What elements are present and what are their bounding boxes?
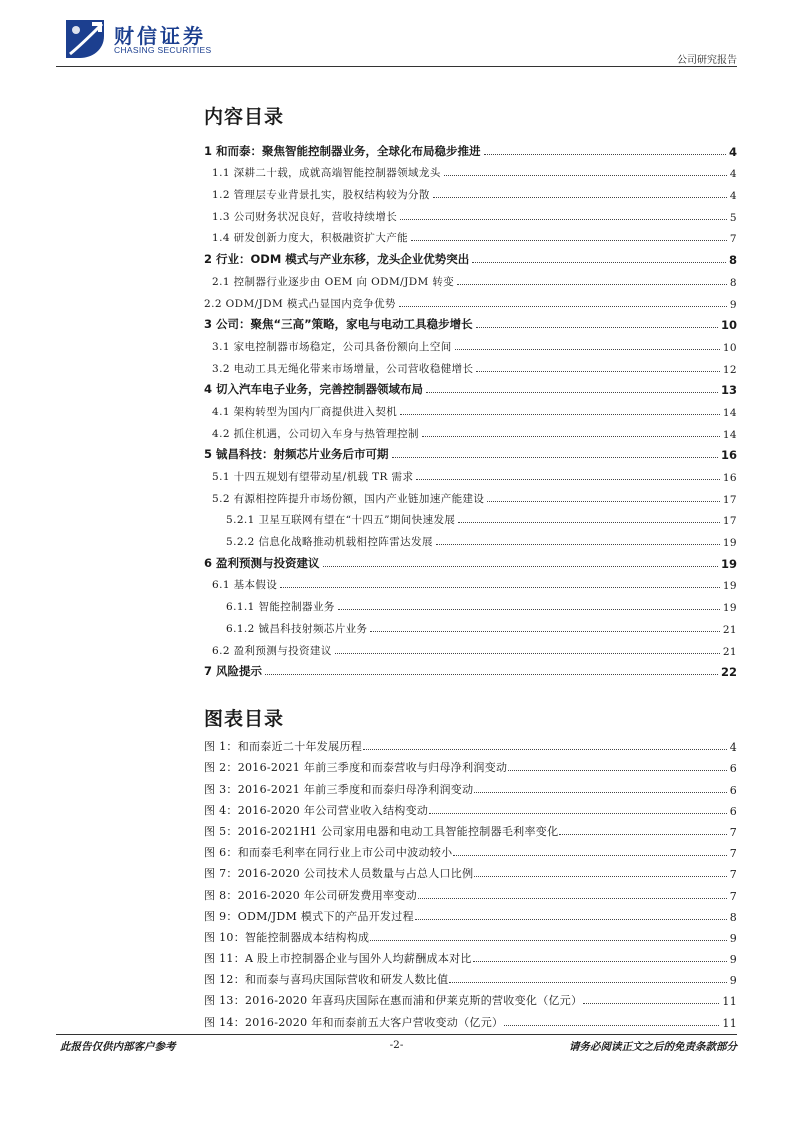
toc-entry-page: 12 [722, 363, 737, 376]
figure-leader-dots [474, 792, 726, 793]
figure-entry[interactable] [204, 818, 737, 839]
figure-leader-dots [415, 919, 727, 920]
logo-chinese-name: 财信证券 [114, 24, 206, 48]
toc-entry-label: 1.3 公司财务状况良好，营收持续增长 [212, 210, 398, 223]
toc-entry-page: 14 [722, 428, 737, 441]
toc-entry-page: 7 [729, 233, 737, 246]
toc-leader-dots [458, 522, 720, 523]
figure-entry-label: 图 4：2016-2020 年公司营业收入结构变动 [204, 803, 429, 817]
toc-leader-dots [487, 501, 719, 502]
toc-entry-page: 21 [722, 645, 737, 658]
figure-entry-label: 图 11：A 股上市控制器企业与国外人均薪酬成本对比 [204, 952, 472, 966]
toc-leader-dots [335, 653, 720, 654]
toc-entry[interactable] [204, 245, 737, 267]
toc-entry-label: 2.2 ODM/JDM 模式凸显国内竞争优势 [204, 297, 396, 310]
toc-entry-label: 1.1 深耕二十载，成就高端智能控制器领域龙头 [212, 167, 441, 180]
figure-entry[interactable] [204, 797, 737, 818]
figure-entry[interactable] [204, 945, 737, 966]
toc-leader-dots [436, 544, 720, 545]
figure-entry[interactable] [204, 754, 737, 775]
toc-leader-dots [455, 349, 720, 350]
toc-entry-label: 5.2.1 卫星互联网有望在“十四五”期间快速发展 [226, 514, 456, 527]
figure-entry-label: 图 1：和而泰近二十年发展历程 [204, 740, 362, 754]
figure-leader-dots [449, 982, 726, 983]
figure-entry[interactable] [204, 860, 737, 881]
figure-entry-label: 图 6：和而泰毛利率在同行业上市公司中波动较小 [204, 846, 453, 860]
figure-entry[interactable] [204, 775, 737, 796]
toc-entry-label: 5.2 有源相控阵提升市场份额，国内产业链加速产能建设 [212, 492, 485, 505]
page-header [0, 0, 793, 70]
figure-entry-page: 11 [722, 995, 737, 1009]
toc-leader-dots [399, 306, 727, 307]
footer-disclaimer-right: 请务必阅读正文之后的免责条款部分 [569, 1041, 737, 1053]
toc-entry[interactable] [204, 202, 737, 224]
toc-entry-page: 21 [722, 623, 737, 636]
toc-entry-page: 22 [720, 665, 737, 680]
toc-leader-dots [392, 457, 718, 458]
toc-title: 内容目录 [204, 106, 285, 128]
toc-entry-label: 1.2 管理层专业背景扎实，股权结构较为分散 [212, 189, 430, 202]
toc-entry[interactable] [204, 462, 737, 484]
toc-leader-dots [444, 175, 727, 176]
toc-entry[interactable] [204, 571, 737, 593]
toc-entry[interactable] [204, 311, 737, 333]
toc-entry[interactable] [204, 549, 737, 571]
toc-entry-page: 16 [722, 472, 737, 484]
logo-mark-icon [62, 16, 108, 60]
toc-entry[interactable] [204, 289, 737, 311]
toc-entry-label: 4.2 抓住机遇，公司切入车身与热管理控制 [212, 427, 419, 440]
figure-entry[interactable] [204, 839, 737, 860]
toc-entry-label: 3.2 电动工具无绳化带来市场增量，公司营收稳健增长 [212, 362, 474, 375]
toc-entry-page: 16 [720, 448, 737, 463]
figure-entry-label: 图 2：2016-2021 年前三季度和而泰营收与归母净利润变动 [204, 761, 508, 775]
figure-entry-label: 图 10：智能控制器成本结构构成 [204, 930, 370, 944]
toc-entry[interactable] [204, 484, 737, 506]
figure-entry[interactable] [204, 924, 737, 945]
toc-entry[interactable] [204, 592, 737, 614]
toc-entry-label: 6.2 盈利预测与投资建议 [212, 644, 332, 657]
figure-entry-label: 图 9：ODM/JDM 模式下的产品开发过程 [204, 909, 414, 923]
toc-entry[interactable] [204, 224, 737, 246]
figure-entry[interactable] [204, 966, 737, 987]
toc-leader-dots [426, 392, 718, 393]
footer-disclaimer-left: 此报告仅供内部客户参考 [60, 1041, 176, 1053]
figure-entry-label: 图 13：2016-2020 年喜玛庆国际在惠而浦和伊莱克斯的营收变化（亿元） [204, 994, 583, 1008]
figure-entry-label: 图 3：2016-2021 年前三季度和而泰归母净利润变动 [204, 782, 474, 796]
toc-entry-page: 19 [722, 602, 737, 615]
toc-leader-dots [323, 566, 718, 567]
figure-entry-page: 7 [729, 868, 737, 882]
toc-leader-dots [338, 609, 720, 610]
toc-entry-page: 10 [722, 341, 737, 354]
toc-entry[interactable] [204, 614, 737, 636]
toc-entry-page: 19 [722, 537, 737, 550]
toc-leader-dots [280, 587, 720, 588]
page-number: -2- [389, 1039, 404, 1051]
figure-list-title: 图表目录 [204, 708, 285, 730]
figure-entry-label: 图 14：2016-2020 年和而泰前五大客户营收变动（亿元） [204, 1015, 504, 1029]
toc-entry-page: 19 [720, 556, 737, 571]
figure-entry-page: 4 [729, 741, 737, 755]
toc-entry[interactable] [204, 159, 737, 181]
toc-leader-dots [484, 154, 726, 155]
toc-leader-dots [433, 197, 727, 198]
toc-entry-label: 3.1 家电控制器市场稳定，公司具备份额向上空间 [212, 340, 452, 353]
toc-entry-label: 6 盈利预测与投资建议 [204, 555, 320, 570]
toc-entry-page: 9 [729, 298, 737, 311]
toc-entry-label: 2.1 控制器行业逐步由 OEM 向 ODM/JDM 转变 [212, 275, 455, 288]
toc-entry-page: 8 [729, 276, 737, 289]
toc-leader-dots [472, 262, 726, 263]
figure-entry[interactable] [204, 733, 737, 754]
table-of-contents [204, 137, 737, 679]
figure-entry-label: 图 8：2016-2020 年公司研发费用率变动 [204, 888, 417, 902]
toc-entry-label: 6.1.2 铖昌科技射频芯片业务 [226, 622, 368, 635]
toc-entry-label: 4 切入汽车电子业务，完善控制器领域布局 [204, 382, 424, 397]
figure-entry-page: 6 [729, 762, 737, 776]
toc-entry-page: 14 [722, 406, 737, 419]
figure-entry[interactable] [204, 987, 737, 1008]
figure-entry-label: 图 12：和而泰与喜玛庆国际营收和研发人数比值 [204, 973, 449, 987]
toc-entry[interactable] [204, 397, 737, 419]
figure-leader-dots [370, 940, 726, 941]
toc-entry-page: 17 [722, 493, 737, 506]
report-type-label: 公司研究报告 [677, 55, 737, 66]
figure-entry[interactable] [204, 903, 737, 924]
toc-entry-label: 1 和而泰：聚焦智能控制器业务，全球化布局稳步推进 [204, 143, 481, 158]
toc-entry-label: 4.1 架构转型为国内厂商提供进入契机 [212, 405, 398, 418]
figure-entry-page: 7 [729, 889, 737, 903]
toc-leader-dots [400, 219, 727, 220]
figure-leader-dots [363, 749, 727, 750]
figure-leader-dots [418, 898, 727, 899]
toc-leader-dots [422, 436, 720, 437]
toc-entry-page: 13 [720, 383, 737, 398]
toc-entry[interactable] [204, 441, 737, 463]
toc-entry-label: 6.1 基本假设 [212, 579, 278, 592]
figure-entry-label: 图 7：2016-2020 公司技术人员数量与占总人口比例 [204, 867, 474, 881]
toc-entry[interactable] [204, 636, 737, 658]
toc-entry[interactable] [204, 658, 737, 680]
toc-entry[interactable] [204, 376, 737, 398]
toc-entry[interactable] [204, 137, 737, 159]
toc-leader-dots [265, 674, 718, 675]
toc-entry-page: 10 [720, 318, 737, 333]
toc-entry-page: 5 [729, 211, 737, 224]
toc-entry-page: 4 [729, 168, 737, 181]
figure-leader-dots [508, 770, 726, 771]
toc-entry[interactable] [204, 354, 737, 376]
toc-leader-dots [476, 327, 718, 328]
toc-leader-dots [416, 479, 719, 480]
figure-entry-page: 7 [729, 847, 737, 861]
figure-entry[interactable] [204, 1008, 737, 1029]
logo-english-name: CHASING SECURITIES [114, 45, 212, 55]
toc-leader-dots [370, 631, 719, 632]
toc-leader-dots [476, 371, 719, 372]
toc-entry-page: 19 [722, 580, 737, 593]
toc-entry-page: 4 [728, 144, 737, 159]
figure-leader-dots [583, 1003, 719, 1004]
figure-leader-dots [473, 961, 727, 962]
figure-list [204, 733, 737, 1030]
figure-leader-dots [559, 834, 726, 835]
toc-entry-page: 17 [722, 515, 737, 528]
toc-entry[interactable] [204, 267, 737, 289]
toc-entry-label: 7 风险提示 [204, 664, 263, 679]
toc-entry-label: 3 公司：聚焦“三高”策略，家电与电动工具稳步增长 [204, 317, 473, 332]
toc-entry-label: 5 铖昌科技：射频芯片业务后市可期 [204, 447, 389, 462]
figure-leader-dots [474, 876, 726, 877]
figure-entry-page: 9 [729, 931, 737, 945]
toc-entry-page: 8 [728, 253, 737, 268]
toc-entry[interactable] [204, 506, 737, 528]
figure-entry-page: 7 [729, 825, 737, 839]
toc-entry-label: 5.2.2 信息化战略推动机载相控阵雷达发展 [226, 536, 433, 549]
figure-entry[interactable] [204, 881, 737, 902]
toc-leader-dots [400, 414, 720, 415]
header-divider [56, 66, 737, 67]
toc-entry[interactable] [204, 419, 737, 441]
figure-entry-page: 6 [729, 783, 737, 797]
toc-entry-label: 6.1.1 智能控制器业务 [226, 601, 335, 614]
footer-divider [56, 1034, 737, 1035]
toc-entry-label: 1.4 研发创新力度大，积极融资扩大产能 [212, 232, 409, 245]
figure-entry-label: 图 5：2016-2021H1 公司家用电器和电动工具智能控制器毛利率变化 [204, 824, 559, 838]
toc-leader-dots [411, 240, 727, 241]
figure-leader-dots [453, 855, 726, 856]
toc-entry-label: 5.1 十四五规划有望带动星/机载 TR 需求 [212, 471, 414, 483]
figure-entry-page: 11 [722, 1016, 737, 1030]
toc-entry-page: 4 [729, 190, 737, 203]
toc-entry[interactable] [204, 332, 737, 354]
figure-entry-page: 8 [729, 910, 737, 924]
figure-entry-page: 9 [729, 974, 737, 988]
toc-entry[interactable] [204, 527, 737, 549]
toc-leader-dots [457, 284, 727, 285]
figure-entry-page: 6 [729, 804, 737, 818]
toc-entry-label: 2 行业：ODM 模式与产业东移，龙头企业优势突出 [204, 252, 470, 267]
figure-leader-dots [429, 813, 726, 814]
figure-leader-dots [504, 1025, 719, 1026]
toc-entry[interactable] [204, 180, 737, 202]
figure-entry-page: 9 [729, 953, 737, 967]
company-logo [62, 16, 212, 60]
